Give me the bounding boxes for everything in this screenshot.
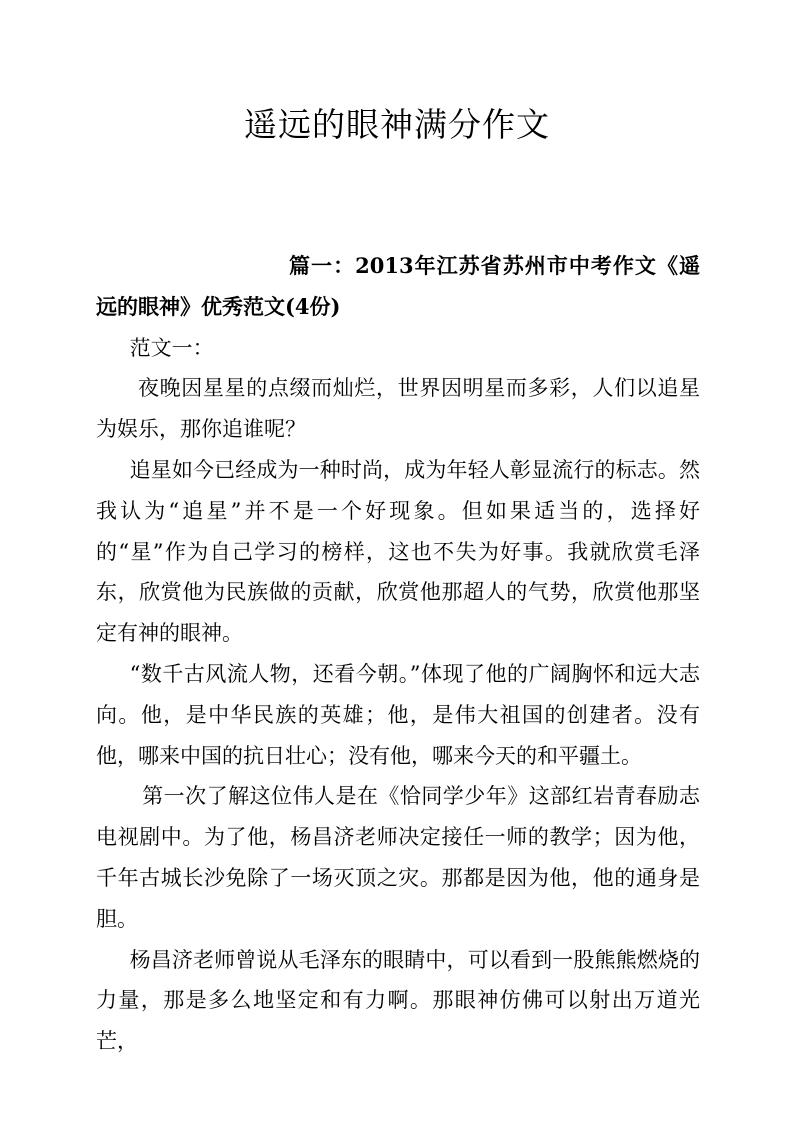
paragraph: 范文一：: [129, 335, 214, 360]
paragraph: 杨昌济老师曾说从毛泽东的眼睛中，可以看到一股熊熊燃烧的力量，那是多么地坚定和有力啊。那眼神仿佛可以射出万道光芒，: [96, 947, 700, 1054]
paragraph: 追星如今已经成为一种时尚，成为年轻人彰显流行的标志。然我认为“追星”并不是一个好现象。但如果适当的，选择好的“星”作为自己学习的榜样，这也不失为好事。我就欣赏毛泽东，欣赏他为民族做的贡献，欣赏他那超人的气势，欣赏他那坚定有神的眼神。: [96, 457, 700, 646]
document-title: 遥远的眼神满分作文: [244, 105, 550, 144]
paragraph: “数千古风流人物，还看今朝。”体现了他的广阔胸怀和远大志向。他，是中华民族的英雄；他，是伟大祖国的创建者。没有他，哪来中国的抗日壮心；没有他，哪来今天的和平疆土。: [96, 661, 700, 768]
paragraph: 夜晚因星星的点缀而灿烂，世界因明星而多彩，人们以追星为娱乐，那你追谁呢？: [96, 376, 700, 442]
section-heading: 篇一：2013年江苏省苏州市中考作文《遥远的眼神》优秀范文(4份): [96, 253, 700, 319]
document-body: [96, 246, 700, 1062]
paragraph: 第一次了解这位伟人是在《恰同学少年》这部红岩青春励志电视剧中。为了他，杨昌济老师决定接任一师的教学；因为他，千年古城长沙免除了一场灭顶之灾。那都是因为他，他的通身是胆。: [96, 784, 700, 931]
